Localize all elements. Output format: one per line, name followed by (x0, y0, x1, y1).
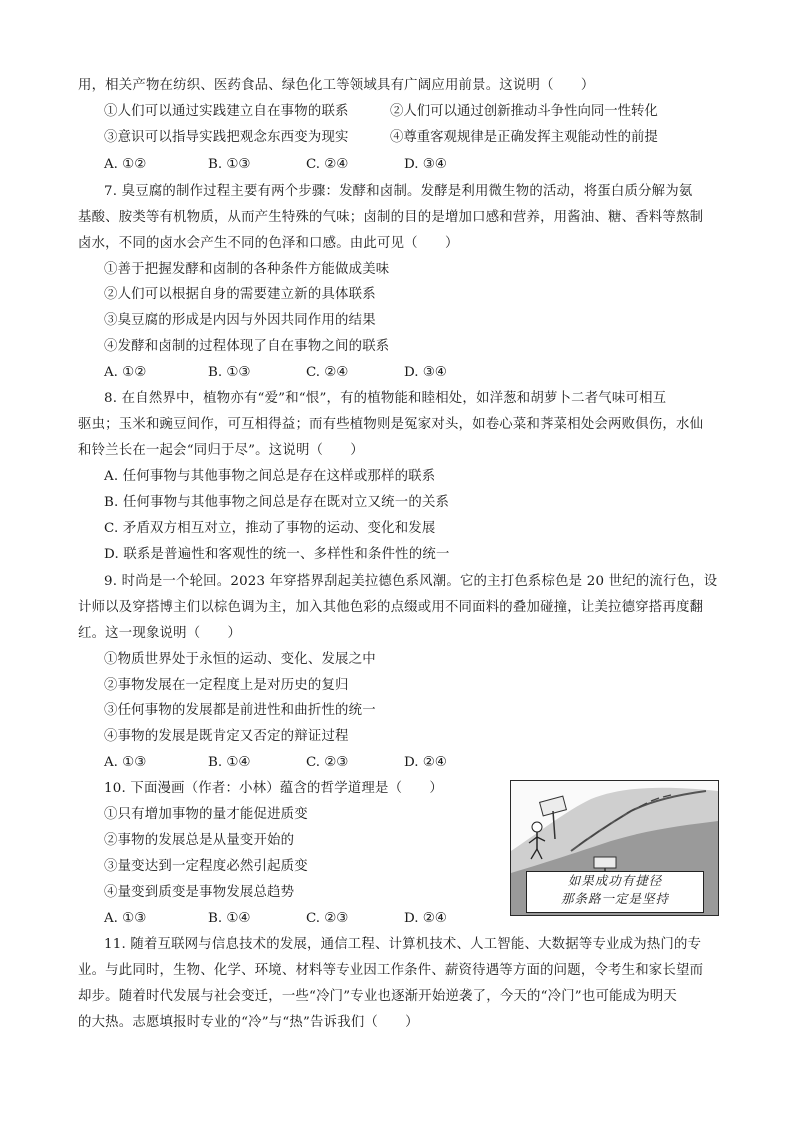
q8-option-a: A. 任何事物与其他事物之间总是存在这样或那样的联系 (104, 469, 436, 484)
q7-option-1: ①善于把握发酵和卤制的各种条件方能做成美味 (104, 262, 390, 277)
q9-choice-a: A. ①③ (104, 755, 147, 770)
q9-option-3: ③任何事物的发展都是前进性和曲折性的统一 (104, 703, 376, 718)
q7-choice-c: C. ②④ (306, 365, 349, 380)
q6-stem-end: 用，相关产物在纺织、医药食品、绿色化工等领域具有广阔应用前景。这说明（ ） (78, 78, 595, 93)
q9-choice-d: D. ②④ (404, 755, 447, 770)
comic-caption-line-1: 如果成功有捷径 (567, 873, 663, 888)
q8-option-b: B. 任何事物与其他事物之间总是存在既对立又统一的关系 (104, 495, 450, 510)
q8-stem-line-3: 和铃兰长在一起会“同归于尽”。这说明（ ） (78, 443, 364, 458)
q7-option-4: ④发酵和卤制的过程体现了自在事物之间的联系 (104, 339, 390, 354)
q9-choice-b: B. ①④ (208, 755, 251, 770)
q6-choice-a: A. ①② (104, 157, 147, 172)
q10-option-1: ①只有增加事物的量才能促进质变 (104, 807, 308, 822)
q6-option-4: ④尊重客观规律是正确发挥主观能动性的前提 (390, 130, 658, 145)
q8-option-d: D. 联系是普遍性和客观性的统一、多样性和条件性的统一 (104, 547, 450, 562)
q10-choice-d: D. ②④ (404, 911, 447, 926)
q6-choice-d: D. ③④ (404, 157, 447, 172)
q10-choice-b: B. ①④ (208, 911, 251, 926)
q9-stem-line-3: 红。这一现象说明（ ） (78, 626, 242, 641)
q11-stem-line-4: 的大热。志愿填报时专业的“冷”与“热”告诉我们（ ） (78, 1015, 419, 1030)
q11-stem-line-1: 11. 随着互联网与信息技术的发展，通信工程、计算机技术、人工智能、大数据等专业成为热门的专 (104, 937, 702, 952)
q6-option-3: ③意识可以指导实践把观念东西变为现实 (104, 130, 349, 145)
q9-stem-line-1: 9. 时尚是一个轮回。2023 年穿搭界刮起美拉德色系风潮。它的主打色系棕色是 20 世纪的流行色，设 (104, 574, 718, 589)
q10-choice-c: C. ②③ (306, 911, 349, 926)
q9-choice-c: C. ②③ (306, 755, 349, 770)
q6-option-2: ②人们可以通过创新推动斗争性向同一性转化 (390, 104, 658, 119)
q10-option-2: ②事物的发展总是从量变开始的 (104, 833, 295, 848)
q6-choice-b: B. ①③ (208, 157, 251, 172)
q10-option-3: ③量变达到一定程度必然引起质变 (104, 859, 308, 874)
q9-option-2: ②事物发展在一定程度上是对历史的复归 (104, 678, 349, 693)
q7-stem-line-1: 7. 臭豆腐的制作过程主要有两个步骤：发酵和卤制。发酵是利用微生物的活动，将蛋白质分解为氨 (104, 184, 693, 199)
q7-stem-line-3: 卤水，不同的卤水会产生不同的色泽和口感。由此可见（ ） (78, 236, 459, 251)
q6-choice-c: C. ②④ (306, 157, 349, 172)
comic-caption (526, 871, 704, 913)
q8-stem-line-1: 8. 在自然界中，植物亦有“爱”和“恨”，有的植物能和睦相处，如洋葱和胡萝卜二者气味可相互 (104, 391, 667, 406)
q7-choice-a: A. ①② (104, 365, 147, 380)
q10-stem: 10. 下面漫画（作者：小林）蕴含的哲学道理是（ ） (104, 781, 443, 796)
q11-stem-line-2: 业。与此同时，生物、化学、环境、材料等专业因工作条件、薪资待遇等方面的问题，令考生和家长望而 (78, 963, 704, 978)
q10-option-4: ④量变到质变是事物发展总趋势 (104, 885, 295, 900)
q9-option-1: ①物质世界处于永恒的运动、变化、发展之中 (104, 652, 376, 667)
q7-choice-d: D. ③④ (404, 365, 447, 380)
q8-option-c: C. 矛盾双方相互对立，推动了事物的运动、变化和发展 (104, 521, 436, 536)
comic-caption-line-2: 那条路一定是坚持 (560, 891, 669, 906)
q9-option-4: ④事物的发展是既肯定又否定的辩证过程 (104, 729, 349, 744)
q7-stem-line-2: 基酸、胺类等有机物质，从而产生特殊的气味；卤制的目的是增加口感和营养，用酱油、糖、香料等熬制 (78, 210, 704, 225)
q7-choice-b: B. ①③ (208, 365, 251, 380)
q10-choice-a: A. ①③ (104, 911, 147, 926)
q7-option-2: ②人们可以根据自身的需要建立新的具体联系 (104, 287, 376, 302)
q11-stem-line-3: 却步。随着时代发展与社会变迁，一些“冷门”专业也逐渐开始逆袭了，今天的“冷门”也可能成为明天 (78, 989, 677, 1004)
q8-stem-line-2: 驱虫；玉米和豌豆间作，可互相得益；而有些植物则是冤家对头，如卷心菜和荠菜相处会两败俱伤，水仙 (78, 417, 704, 432)
q9-stem-line-2: 计师以及穿搭博主们以棕色调为主，加入其他色彩的点缀或用不同面料的叠加碰撞，让美拉德穿搭再度翻 (78, 600, 704, 615)
q7-option-3: ③臭豆腐的形成是内因与外因共同作用的结果 (104, 313, 376, 328)
q6-option-1: ①人们可以通过实践建立自在事物的联系 (104, 104, 349, 119)
